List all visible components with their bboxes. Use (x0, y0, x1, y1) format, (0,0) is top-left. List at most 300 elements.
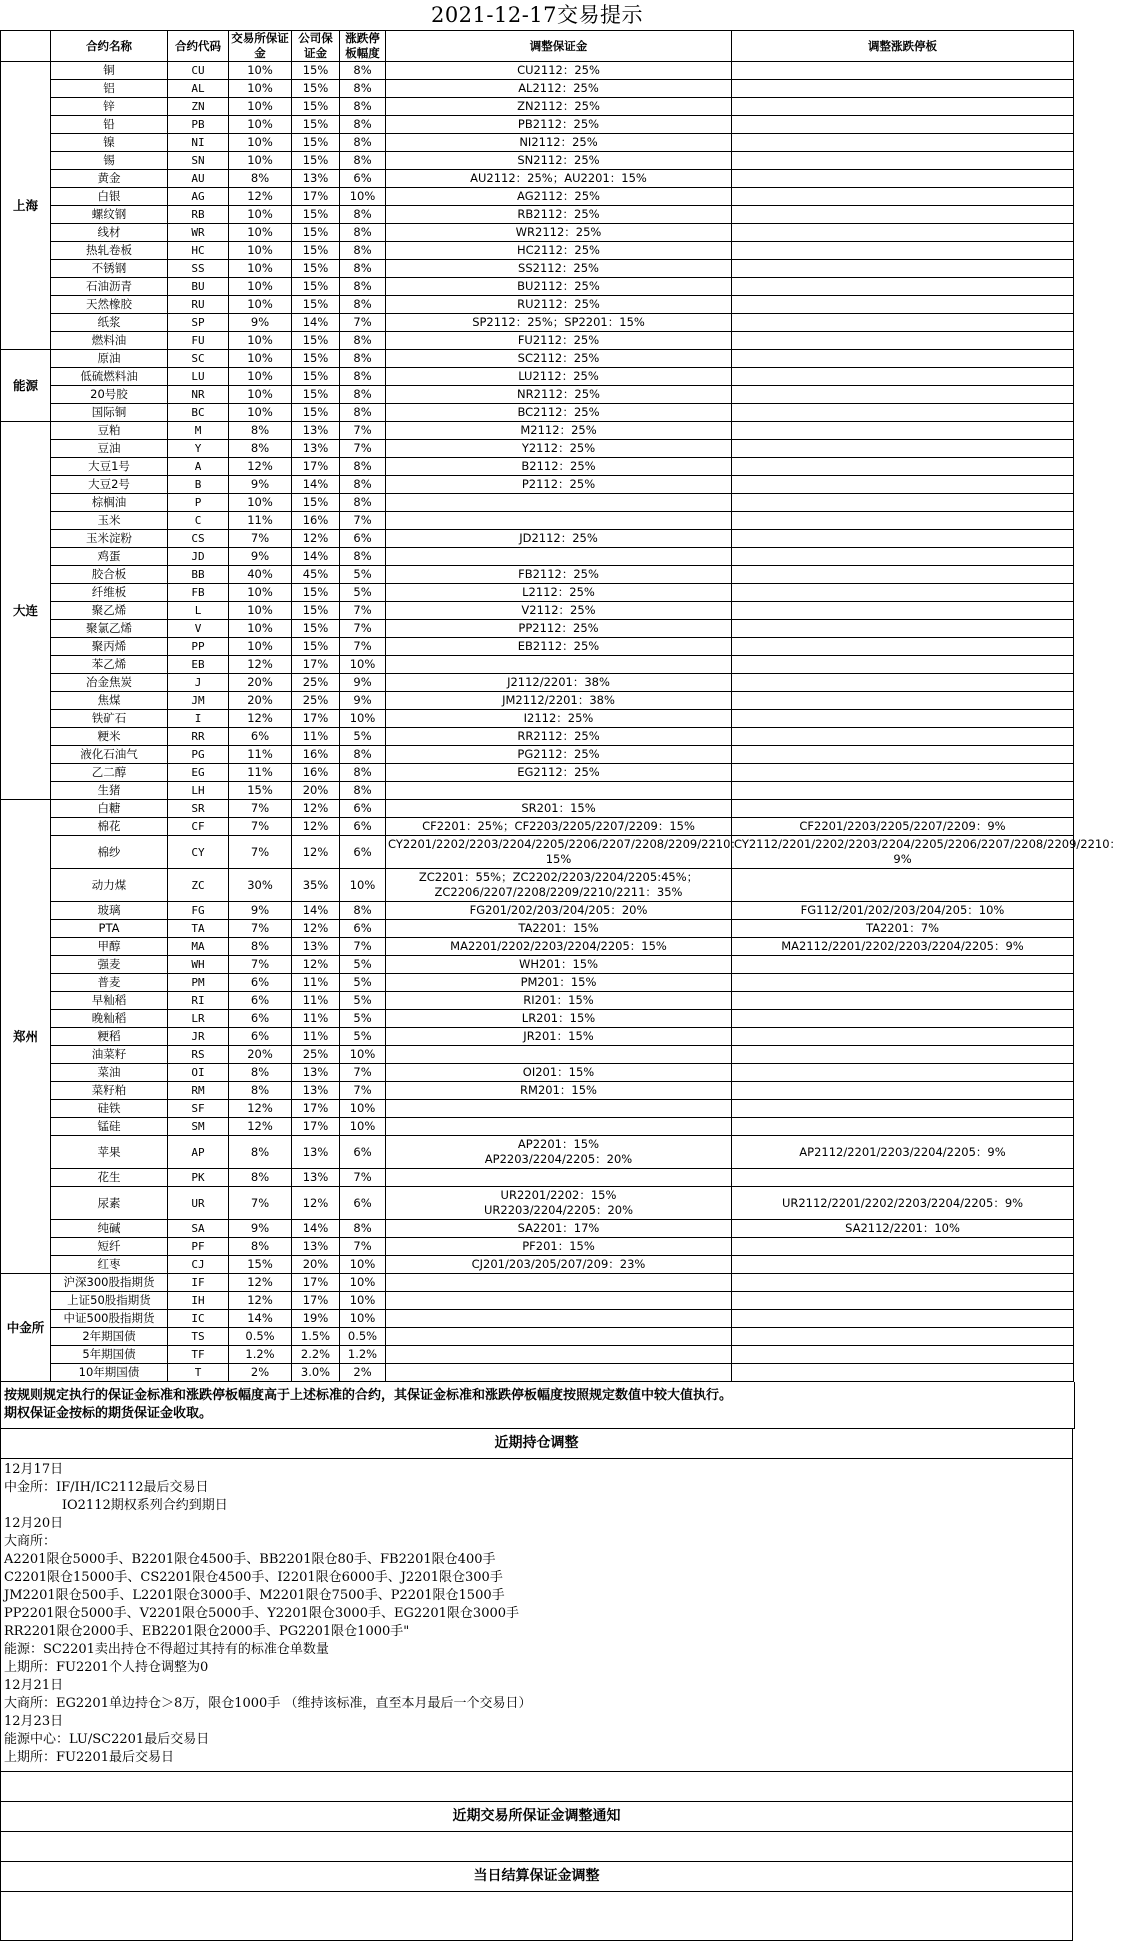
cell-contract-code: LH (168, 782, 229, 800)
cell-price-limit: 5% (340, 956, 386, 974)
cell-price-limit: 6% (340, 818, 386, 836)
cell-price-limit: 5% (340, 1010, 386, 1028)
cell-adjusted-limit (732, 956, 1074, 974)
table-row (1, 116, 1074, 134)
cell-adjusted-margin: SN2112：25% (386, 152, 732, 170)
cell-exchange-margin: 20% (229, 1046, 292, 1064)
cell-company-margin: 13% (292, 170, 340, 188)
cell-adjusted-limit (732, 1292, 1074, 1310)
cell-company-margin: 15% (292, 620, 340, 638)
table-row (1, 728, 1074, 746)
cell-adjusted-limit (732, 1082, 1074, 1100)
header-adjusted-margin: 调整保证金 (386, 31, 732, 62)
cell-adjusted-limit (732, 1046, 1074, 1064)
table-row (1, 548, 1074, 566)
cell-adjusted-margin: M2112：25% (386, 422, 732, 440)
cell-contract-name: 动力煤 (51, 869, 168, 902)
cell-contract-name: 菜籽粕 (51, 1082, 168, 1100)
cell-adjusted-limit (732, 602, 1074, 620)
cell-exchange-margin: 10% (229, 62, 292, 80)
cell-adjusted-limit (732, 656, 1074, 674)
cell-contract-code: NR (168, 386, 229, 404)
cell-adjusted-margin: BU2112：25% (386, 278, 732, 296)
cell-adjusted-limit (732, 1028, 1074, 1046)
cell-contract-code: SA (168, 1220, 229, 1238)
cell-exchange-margin: 7% (229, 920, 292, 938)
cell-exchange-margin: 20% (229, 674, 292, 692)
table-row (1, 1169, 1074, 1187)
cell-adjusted-margin: SS2112：25% (386, 260, 732, 278)
table-row (1, 902, 1074, 920)
cell-price-limit: 8% (340, 1220, 386, 1238)
cell-price-limit: 0.5% (340, 1328, 386, 1346)
cell-adjusted-limit (732, 458, 1074, 476)
cell-adjusted-margin: PB2112：25% (386, 116, 732, 134)
cell-company-margin: 17% (292, 188, 340, 206)
cell-company-margin: 17% (292, 1292, 340, 1310)
cell-exchange-margin: 1.2% (229, 1346, 292, 1364)
cell-contract-code: PB (168, 116, 229, 134)
cell-price-limit: 7% (340, 422, 386, 440)
cell-contract-code: AP (168, 1136, 229, 1169)
cell-adjusted-margin: AL2112：25% (386, 80, 732, 98)
cell-contract-name: 棕榈油 (51, 494, 168, 512)
cell-contract-code: M (168, 422, 229, 440)
cell-price-limit: 8% (340, 782, 386, 800)
cell-exchange-margin: 9% (229, 314, 292, 332)
cell-adjusted-margin (386, 782, 732, 800)
cell-price-limit: 7% (340, 440, 386, 458)
cell-exchange-margin: 8% (229, 1064, 292, 1082)
cell-adjusted-limit (732, 674, 1074, 692)
cell-adjusted-margin: FG201/202/203/204/205：20% (386, 902, 732, 920)
cell-contract-name: 纯碱 (51, 1220, 168, 1238)
cell-contract-name: 玻璃 (51, 902, 168, 920)
cell-price-limit: 10% (340, 1046, 386, 1064)
table-row (1, 818, 1074, 836)
cell-contract-name: 不锈钢 (51, 260, 168, 278)
header-exchange-margin: 交易所保证金 (229, 31, 292, 62)
cell-adjusted-margin (386, 1310, 732, 1328)
cell-exchange-margin: 12% (229, 458, 292, 476)
cell-price-limit: 10% (340, 1292, 386, 1310)
cell-company-margin: 20% (292, 1256, 340, 1274)
cell-exchange-margin: 20% (229, 692, 292, 710)
cell-price-limit: 6% (340, 836, 386, 869)
cell-contract-code: AL (168, 80, 229, 98)
cell-exchange-margin: 15% (229, 1256, 292, 1274)
cell-contract-name: 玉米 (51, 512, 168, 530)
cell-contract-name: 棉纱 (51, 836, 168, 869)
cell-contract-code: L (168, 602, 229, 620)
cell-adjusted-limit (732, 1118, 1074, 1136)
cell-contract-name: 短纤 (51, 1238, 168, 1256)
cell-contract-code: JR (168, 1028, 229, 1046)
cell-adjusted-margin: PF201：15% (386, 1238, 732, 1256)
cell-adjusted-margin (386, 1274, 732, 1292)
cell-adjusted-margin: BC2112：25% (386, 404, 732, 422)
cell-exchange-margin: 10% (229, 332, 292, 350)
cell-contract-code: CS (168, 530, 229, 548)
cell-contract-name: 螺纹钢 (51, 206, 168, 224)
cell-contract-code: TA (168, 920, 229, 938)
cell-contract-code: PP (168, 638, 229, 656)
cell-contract-name: 大豆2号 (51, 476, 168, 494)
cell-contract-name: 铜 (51, 62, 168, 80)
cell-contract-code: MA (168, 938, 229, 956)
header-price-limit: 涨跌停板幅度 (340, 31, 386, 62)
cell-contract-code: SR (168, 800, 229, 818)
cell-adjusted-margin: FU2112：25% (386, 332, 732, 350)
cell-exchange-margin: 11% (229, 764, 292, 782)
cell-exchange-margin: 40% (229, 566, 292, 584)
table-row (1, 566, 1074, 584)
cell-adjusted-margin: JD2112：25% (386, 530, 732, 548)
cell-price-limit: 8% (340, 206, 386, 224)
cell-contract-code: FB (168, 584, 229, 602)
cell-adjusted-margin: TA2201：15% (386, 920, 732, 938)
cell-adjusted-margin: Y2112：25% (386, 440, 732, 458)
table-row (1, 1310, 1074, 1328)
table-row (1, 638, 1074, 656)
cell-contract-name: 聚丙烯 (51, 638, 168, 656)
cell-adjusted-limit (732, 1064, 1074, 1082)
cell-contract-code: NI (168, 134, 229, 152)
cell-adjusted-margin: SR201：15% (386, 800, 732, 818)
cell-company-margin: 14% (292, 548, 340, 566)
cell-company-margin: 13% (292, 440, 340, 458)
cell-company-margin: 13% (292, 1169, 340, 1187)
cell-contract-name: 铁矿石 (51, 710, 168, 728)
cell-contract-code: BC (168, 404, 229, 422)
cell-price-limit: 5% (340, 1028, 386, 1046)
cell-exchange-margin: 10% (229, 296, 292, 314)
cell-price-limit: 10% (340, 1274, 386, 1292)
cell-exchange-margin: 12% (229, 656, 292, 674)
cell-contract-name: 天然橡胶 (51, 296, 168, 314)
cell-price-limit: 8% (340, 278, 386, 296)
cell-price-limit: 10% (340, 188, 386, 206)
cell-company-margin: 15% (292, 98, 340, 116)
cell-adjusted-limit: FG112/201/202/203/204/205：10% (732, 902, 1074, 920)
cell-exchange-margin: 7% (229, 836, 292, 869)
cell-adjusted-margin: HC2112：25% (386, 242, 732, 260)
cell-adjusted-limit (732, 296, 1074, 314)
cell-adjusted-limit (732, 728, 1074, 746)
cell-contract-name: 花生 (51, 1169, 168, 1187)
cell-adjusted-margin: WH201：15% (386, 956, 732, 974)
cell-contract-code: UR (168, 1187, 229, 1220)
cell-price-limit: 7% (340, 1169, 386, 1187)
cell-price-limit: 8% (340, 476, 386, 494)
cell-contract-code: RR (168, 728, 229, 746)
cell-adjusted-margin: AP2201：15% AP2203/2204/2205：20% (386, 1136, 732, 1169)
cell-contract-name: 2年期国债 (51, 1328, 168, 1346)
table-row (1, 386, 1074, 404)
cell-adjusted-margin (386, 1100, 732, 1118)
cell-company-margin: 15% (292, 404, 340, 422)
cell-company-margin: 15% (292, 242, 340, 260)
cell-contract-code: P (168, 494, 229, 512)
cell-exchange-margin: 6% (229, 992, 292, 1010)
cell-exchange-margin: 10% (229, 620, 292, 638)
cell-adjusted-limit (732, 368, 1074, 386)
cell-price-limit: 8% (340, 116, 386, 134)
table-row (1, 974, 1074, 992)
cell-adjusted-margin: PM201：15% (386, 974, 732, 992)
table-row (1, 350, 1074, 368)
cell-company-margin: 16% (292, 764, 340, 782)
table-row (1, 458, 1074, 476)
cell-company-margin: 20% (292, 782, 340, 800)
table-row (1, 206, 1074, 224)
table-row (1, 692, 1074, 710)
cell-company-margin: 15% (292, 332, 340, 350)
cell-company-margin: 15% (292, 368, 340, 386)
cell-adjusted-limit (732, 800, 1074, 818)
cell-contract-name: 粳米 (51, 728, 168, 746)
cell-price-limit: 6% (340, 1187, 386, 1220)
table-row (1, 1118, 1074, 1136)
cell-price-limit: 8% (340, 332, 386, 350)
cell-adjusted-limit: SA2112/2201：10% (732, 1220, 1074, 1238)
cell-adjusted-limit (732, 1238, 1074, 1256)
cell-price-limit: 7% (340, 938, 386, 956)
cell-adjusted-limit (732, 278, 1074, 296)
cell-exchange-margin: 8% (229, 440, 292, 458)
table-row (1, 920, 1074, 938)
cell-price-limit: 10% (340, 1118, 386, 1136)
cell-company-margin: 12% (292, 836, 340, 869)
cell-adjusted-margin: FB2112：25% (386, 566, 732, 584)
cell-adjusted-margin (386, 548, 732, 566)
cell-contract-name: 玉米淀粉 (51, 530, 168, 548)
cell-exchange-margin: 9% (229, 1220, 292, 1238)
cell-adjusted-limit (732, 512, 1074, 530)
cell-contract-code: LR (168, 1010, 229, 1028)
cell-exchange-margin: 10% (229, 242, 292, 260)
cell-company-margin: 15% (292, 224, 340, 242)
cell-company-margin: 14% (292, 314, 340, 332)
position-adjust-title: 近期持仓调整 (0, 1429, 1073, 1459)
cell-price-limit: 8% (340, 404, 386, 422)
cell-adjusted-limit (732, 206, 1074, 224)
cell-contract-name: 铝 (51, 80, 168, 98)
table-row (1, 1346, 1074, 1364)
cell-contract-name: 石油沥青 (51, 278, 168, 296)
cell-adjusted-limit (732, 224, 1074, 242)
cell-adjusted-limit (732, 638, 1074, 656)
cell-contract-name: 冶金焦炭 (51, 674, 168, 692)
cell-contract-code: EG (168, 764, 229, 782)
table-row (1, 332, 1074, 350)
cell-company-margin: 15% (292, 152, 340, 170)
cell-adjusted-limit (732, 1274, 1074, 1292)
cell-contract-code: A (168, 458, 229, 476)
cell-price-limit: 6% (340, 920, 386, 938)
cell-contract-name: 早籼稻 (51, 992, 168, 1010)
table-row (1, 494, 1074, 512)
cell-price-limit: 7% (340, 512, 386, 530)
cell-contract-name: 锌 (51, 98, 168, 116)
cell-exchange-margin: 10% (229, 350, 292, 368)
cell-company-margin: 15% (292, 386, 340, 404)
cell-contract-code: RI (168, 992, 229, 1010)
cell-exchange-margin: 10% (229, 368, 292, 386)
cell-contract-name: 大豆1号 (51, 458, 168, 476)
cell-adjusted-margin: AG2112：25% (386, 188, 732, 206)
header-contract-name: 合约名称 (51, 31, 168, 62)
cell-contract-name: 甲醇 (51, 938, 168, 956)
table-body (1, 62, 1121, 1382)
cell-exchange-margin: 12% (229, 1274, 292, 1292)
cell-contract-name: 低硫燃料油 (51, 368, 168, 386)
cell-adjusted-limit (732, 80, 1074, 98)
cell-adjusted-margin: EB2112：25% (386, 638, 732, 656)
cell-exchange-margin: 7% (229, 1187, 292, 1220)
exchange-label: 郑州 (1, 800, 51, 1274)
cell-exchange-margin: 8% (229, 170, 292, 188)
cell-company-margin: 12% (292, 818, 340, 836)
cell-price-limit: 5% (340, 728, 386, 746)
cell-adjusted-limit (732, 566, 1074, 584)
table-row (1, 188, 1074, 206)
cell-company-margin: 15% (292, 80, 340, 98)
cell-contract-name: PTA (51, 920, 168, 938)
table-row (1, 956, 1074, 974)
cell-company-margin: 14% (292, 476, 340, 494)
cell-exchange-margin: 8% (229, 1136, 292, 1169)
cell-contract-name: 纸浆 (51, 314, 168, 332)
cell-price-limit: 6% (340, 800, 386, 818)
table-row (1, 224, 1074, 242)
table-row (1, 1046, 1074, 1064)
cell-exchange-margin: 8% (229, 1238, 292, 1256)
cell-adjusted-margin: OI201：15% (386, 1064, 732, 1082)
cell-contract-code: FG (168, 902, 229, 920)
cell-contract-name: 20号胶 (51, 386, 168, 404)
page-title: 2021-12-17交易提示 (430, 3, 644, 27)
cell-contract-name: 纤维板 (51, 584, 168, 602)
cell-contract-code: J (168, 674, 229, 692)
cell-adjusted-limit (732, 620, 1074, 638)
cell-adjusted-margin (386, 1328, 732, 1346)
cell-price-limit: 8% (340, 62, 386, 80)
cell-exchange-margin: 8% (229, 1082, 292, 1100)
table-row (1, 836, 1074, 869)
cell-company-margin: 19% (292, 1310, 340, 1328)
cell-exchange-margin: 8% (229, 938, 292, 956)
table-row (1, 278, 1074, 296)
cell-adjusted-limit (732, 548, 1074, 566)
cell-contract-code: PK (168, 1169, 229, 1187)
cell-price-limit: 9% (340, 692, 386, 710)
table-row (1, 1364, 1074, 1382)
cell-adjusted-limit (732, 974, 1074, 992)
table-row (1, 296, 1074, 314)
cell-company-margin: 3.0% (292, 1364, 340, 1382)
cell-contract-code: V (168, 620, 229, 638)
cell-adjusted-margin: RU2112：25% (386, 296, 732, 314)
table-row (1, 1028, 1074, 1046)
cell-adjusted-margin (386, 494, 732, 512)
header-adjusted-limit: 调整涨跌停板 (732, 31, 1074, 62)
cell-contract-name: 液化石油气 (51, 746, 168, 764)
cell-adjusted-margin: AU2112：25%；AU2201：15% (386, 170, 732, 188)
cell-exchange-margin: 12% (229, 1100, 292, 1118)
table-row (1, 656, 1074, 674)
cell-adjusted-margin (386, 1118, 732, 1136)
cell-company-margin: 13% (292, 422, 340, 440)
cell-contract-name: 白糖 (51, 800, 168, 818)
cell-company-margin: 11% (292, 1010, 340, 1028)
cell-contract-name: 沪深300股指期货 (51, 1274, 168, 1292)
table-row (1, 242, 1074, 260)
cell-adjusted-limit (732, 746, 1074, 764)
cell-price-limit: 10% (340, 869, 386, 902)
cell-contract-name: 生猪 (51, 782, 168, 800)
cell-price-limit: 8% (340, 296, 386, 314)
cell-adjusted-margin (386, 1346, 732, 1364)
cell-exchange-margin: 2% (229, 1364, 292, 1382)
cell-price-limit: 8% (340, 386, 386, 404)
cell-price-limit: 8% (340, 494, 386, 512)
cell-contract-code: PM (168, 974, 229, 992)
cell-contract-code: HC (168, 242, 229, 260)
table-row (1, 512, 1074, 530)
cell-adjusted-limit (732, 116, 1074, 134)
table-row (1, 476, 1074, 494)
cell-contract-name: 豆粕 (51, 422, 168, 440)
cell-company-margin: 11% (292, 728, 340, 746)
cell-exchange-margin: 6% (229, 1028, 292, 1046)
cell-adjusted-margin: WR2112：25% (386, 224, 732, 242)
cell-contract-code: IC (168, 1310, 229, 1328)
cell-exchange-margin: 10% (229, 278, 292, 296)
table-row (1, 764, 1074, 782)
cell-adjusted-limit (732, 1364, 1074, 1382)
cell-contract-code: WR (168, 224, 229, 242)
cell-price-limit: 10% (340, 656, 386, 674)
cell-exchange-margin: 11% (229, 746, 292, 764)
cell-adjusted-margin: PP2112：25% (386, 620, 732, 638)
blank-row (0, 1832, 1073, 1862)
cell-price-limit: 8% (340, 134, 386, 152)
cell-adjusted-margin: SP2112：25%；SP2201：15% (386, 314, 732, 332)
cell-adjusted-limit (732, 152, 1074, 170)
cell-price-limit: 6% (340, 530, 386, 548)
cell-company-margin: 15% (292, 278, 340, 296)
cell-contract-code: EB (168, 656, 229, 674)
table-row (1, 782, 1074, 800)
table-row (1, 710, 1074, 728)
cell-company-margin: 12% (292, 920, 340, 938)
table-header (1, 31, 1074, 62)
cell-contract-code: RU (168, 296, 229, 314)
table-row (1, 938, 1074, 956)
cell-adjusted-margin: B2112：25% (386, 458, 732, 476)
table-row (1, 62, 1074, 80)
cell-adjusted-margin (386, 1364, 732, 1382)
cell-company-margin: 11% (292, 974, 340, 992)
cell-contract-code: AU (168, 170, 229, 188)
cell-price-limit: 7% (340, 602, 386, 620)
cell-adjusted-margin: J2112/2201：38% (386, 674, 732, 692)
header-company-margin: 公司保证金 (292, 31, 340, 62)
cell-adjusted-limit (732, 188, 1074, 206)
cell-price-limit: 8% (340, 80, 386, 98)
cell-price-limit: 10% (340, 1256, 386, 1274)
